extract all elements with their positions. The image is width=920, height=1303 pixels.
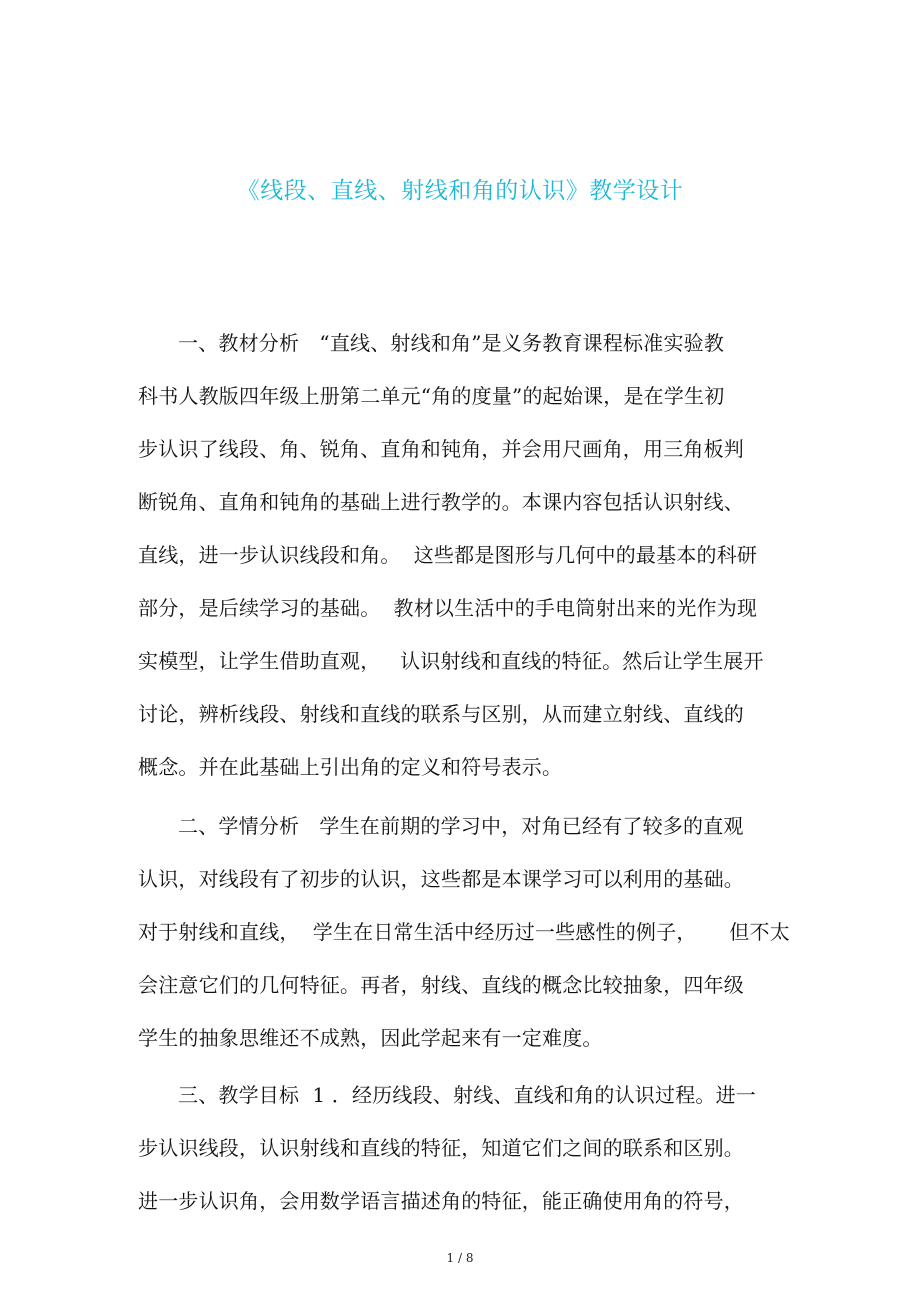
paragraph-line: 讨论，辨析线段、射线和直线的联系与区别，从而建立射线、直线的 <box>138 702 744 726</box>
paragraph-line: 部分，是后续学习的基础。 教材以生活中的手电筒射出来的光作为现 <box>138 596 758 620</box>
paragraph-line: 实模型，让学生借助直观， 认识射线和直线的特征。然后让学生展开 <box>138 649 764 673</box>
paragraph-line: 三、教学目标 1 ．经历线段、射线、直线和角的认识过程。进一 <box>178 1083 756 1107</box>
paragraph-line: 对于射线和直线， 学生在日常生活中经历过一些感性的例子， 但不太 <box>138 920 790 944</box>
paragraph-line: 进一步认识角，会用数学语言描述角的特征，能正确使用角的符号， <box>138 1189 744 1213</box>
document-title: 《线段、直线、射线和角的认识》教学设计 <box>236 178 684 204</box>
paragraph-line: 步认识线段，认识射线和直线的特征，知道它们之间的联系和区别。 <box>138 1136 744 1160</box>
paragraph-line: 概念。并在此基础上引出角的定义和符号表示。 <box>138 755 563 779</box>
paragraph-line: 直线，进一步认识线段和角。 这些都是图形与几何中的最基本的科研 <box>138 543 758 567</box>
paragraph-line: 会注意它们的几何特征。再者，射线、直线的概念比较抽象，四年级 <box>138 973 744 997</box>
paragraph-line: 科书人教版四年级上册第二单元“角的度量”的起始课，是在学生初 <box>138 384 725 408</box>
page-number: 1 / 8 <box>446 1251 474 1265</box>
paragraph-line: 学生的抽象思维还不成熟，因此学起来有一定难度。 <box>138 1026 603 1050</box>
paragraph-line: 步认识了线段、角、锐角、直角和钝角，并会用尺画角，用三角板判 <box>138 437 744 461</box>
paragraph-line: 断锐角、直角和钝角的基础上进行教学的。本课内容包括认识射线、 <box>138 490 744 514</box>
paragraph-line: 认识，对线段有了初步的认识，这些都是本课学习可以利用的基础。 <box>138 867 744 891</box>
paragraph-line: 二、学情分析 学生在前期的学习中，对角已经有了较多的直观 <box>178 814 744 838</box>
paragraph-line: 一、教材分析 “直线、射线和角”是义务教育课程标准实验教 <box>178 331 725 355</box>
